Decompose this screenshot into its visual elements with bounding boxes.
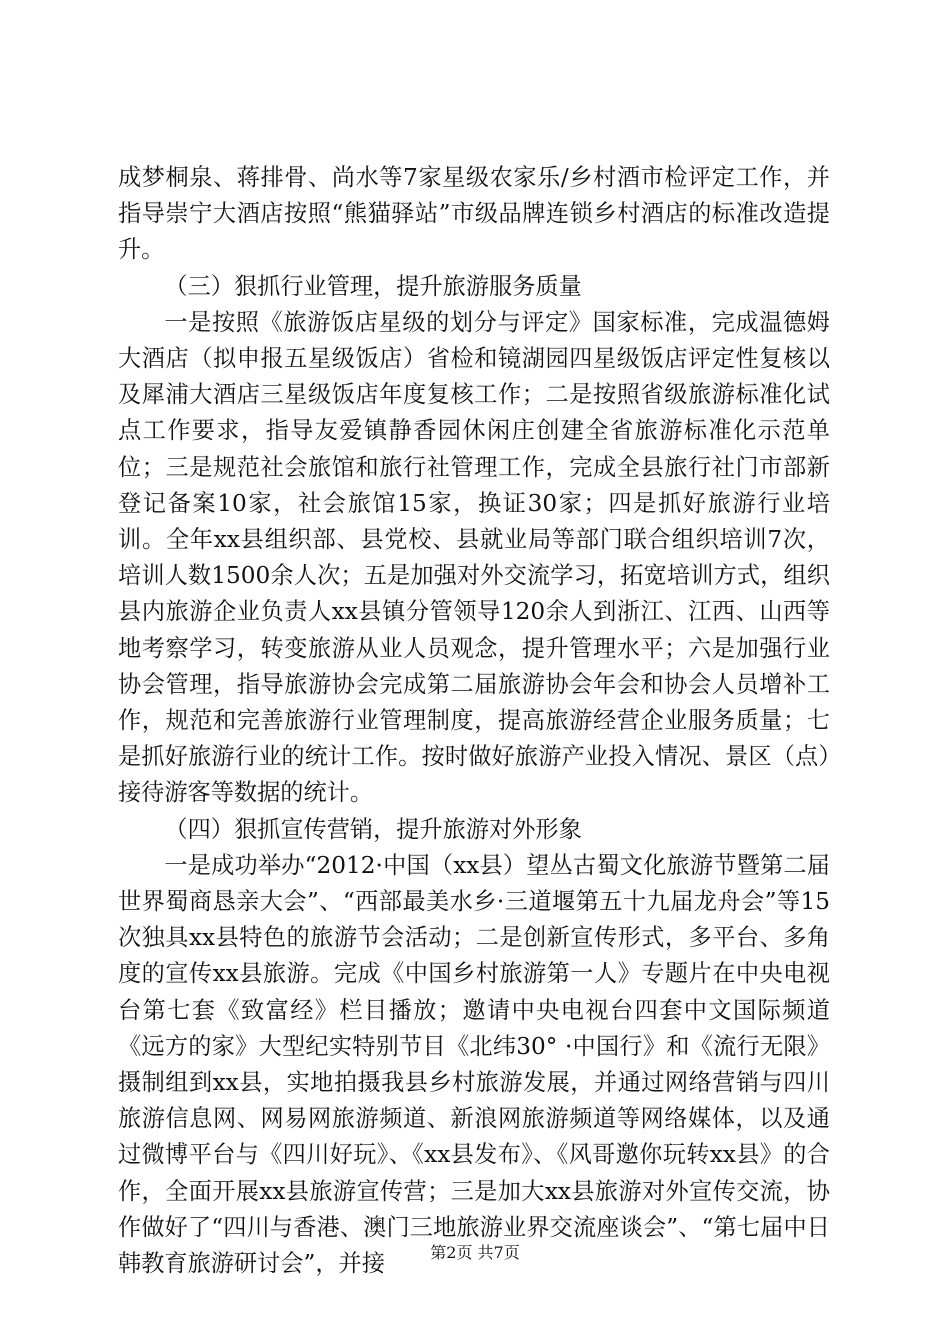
- document-body: [118, 160, 830, 1282]
- section-heading-4: （四）狠抓宣传营销，提升旅游对外形象: [164, 815, 582, 843]
- paragraph-industry-management: 一是按照《旅游饭店星级的划分与评定》国家标准，完成温德姆大酒店（拟申报五星级饭店）省检和镜湖园四星级饭店评定性复核以及犀浦大酒店三星级饭店年度复核工作；二是按照省级旅游标准化试点工作要求，指导友爱镇静香园休闲庄创建全省旅游标准化示范单位；三是规范社会旅馆和旅行社管理工作，完成全县旅行社门市部新登记备案10家，社会旅馆15家，换证30家；四是抓好旅游行业培训。全年xx县组织部、县党校、县就业局等部门联合组织培训7次，培训人数1500余人次；五是加强对外交流学习，拓宽培训方式，组织县内旅游企业负责人xx县镇分管领导120余人到浙江、江西、山西等地考察学习，转变旅游从业人员观念，提升管理水平；六是加强行业协会管理，指导旅游协会完成第二届旅游协会年会和协会人员增补工作，规范和完善旅游行业管理制度，提高旅游经营企业服务质量；七是抓好旅游行业的统计工作。按时做好旅游产业投入情况、景区（点）接待游客等数据的统计。: [118, 308, 830, 807]
- page-footer: 第2页 共7页: [430, 1243, 520, 1262]
- paragraph-promotion-marketing: 一是成功举办“2012·中国（xx县）望丛古蜀文化旅游节暨第二届世界蜀商恳亲大会”、“西部最美水乡·三道堰第五十九届龙舟会”等15次独具xx县特色的旅游节会活动；二是创新宣传形式，多平台、多角度的宣传xx县旅游。完成《中国乡村旅游第一人》专题片在中央电视台第七套《致富经》栏目播放；邀请中央电视台四套中文国际频道《远方的家》大型纪实特别节目《北纬30° ·中国行》和《流行无限》摄制组到xx县，实地拍摄我县乡村旅游发展，并通过网络营销与四川旅游信息网、网易网旅游频道、新浪网旅游频道等网络媒体，以及通过微博平台与《四川好玩》、《xx县发布》、《风哥邀你玩转xx县》的合作，全面开展xx县旅游宣传营；三是加大xx县旅游对外宣传交流，协作做好了“四川与香港、澳门三地旅游业界交流座谈会”、“第七届中日韩教育旅游研讨会”，并接: [118, 851, 830, 1278]
- paragraph-continuation: 成梦桐泉、蒋排骨、尚水等7家星级农家乐/乡村酒市检评定工作，并指导崇宁大酒店按照“熊猫驿站”市级品牌连锁乡村酒店的标准改造提升。: [118, 164, 830, 264]
- section-heading-3: （三）狠抓行业管理，提升旅游服务质量: [164, 272, 582, 300]
